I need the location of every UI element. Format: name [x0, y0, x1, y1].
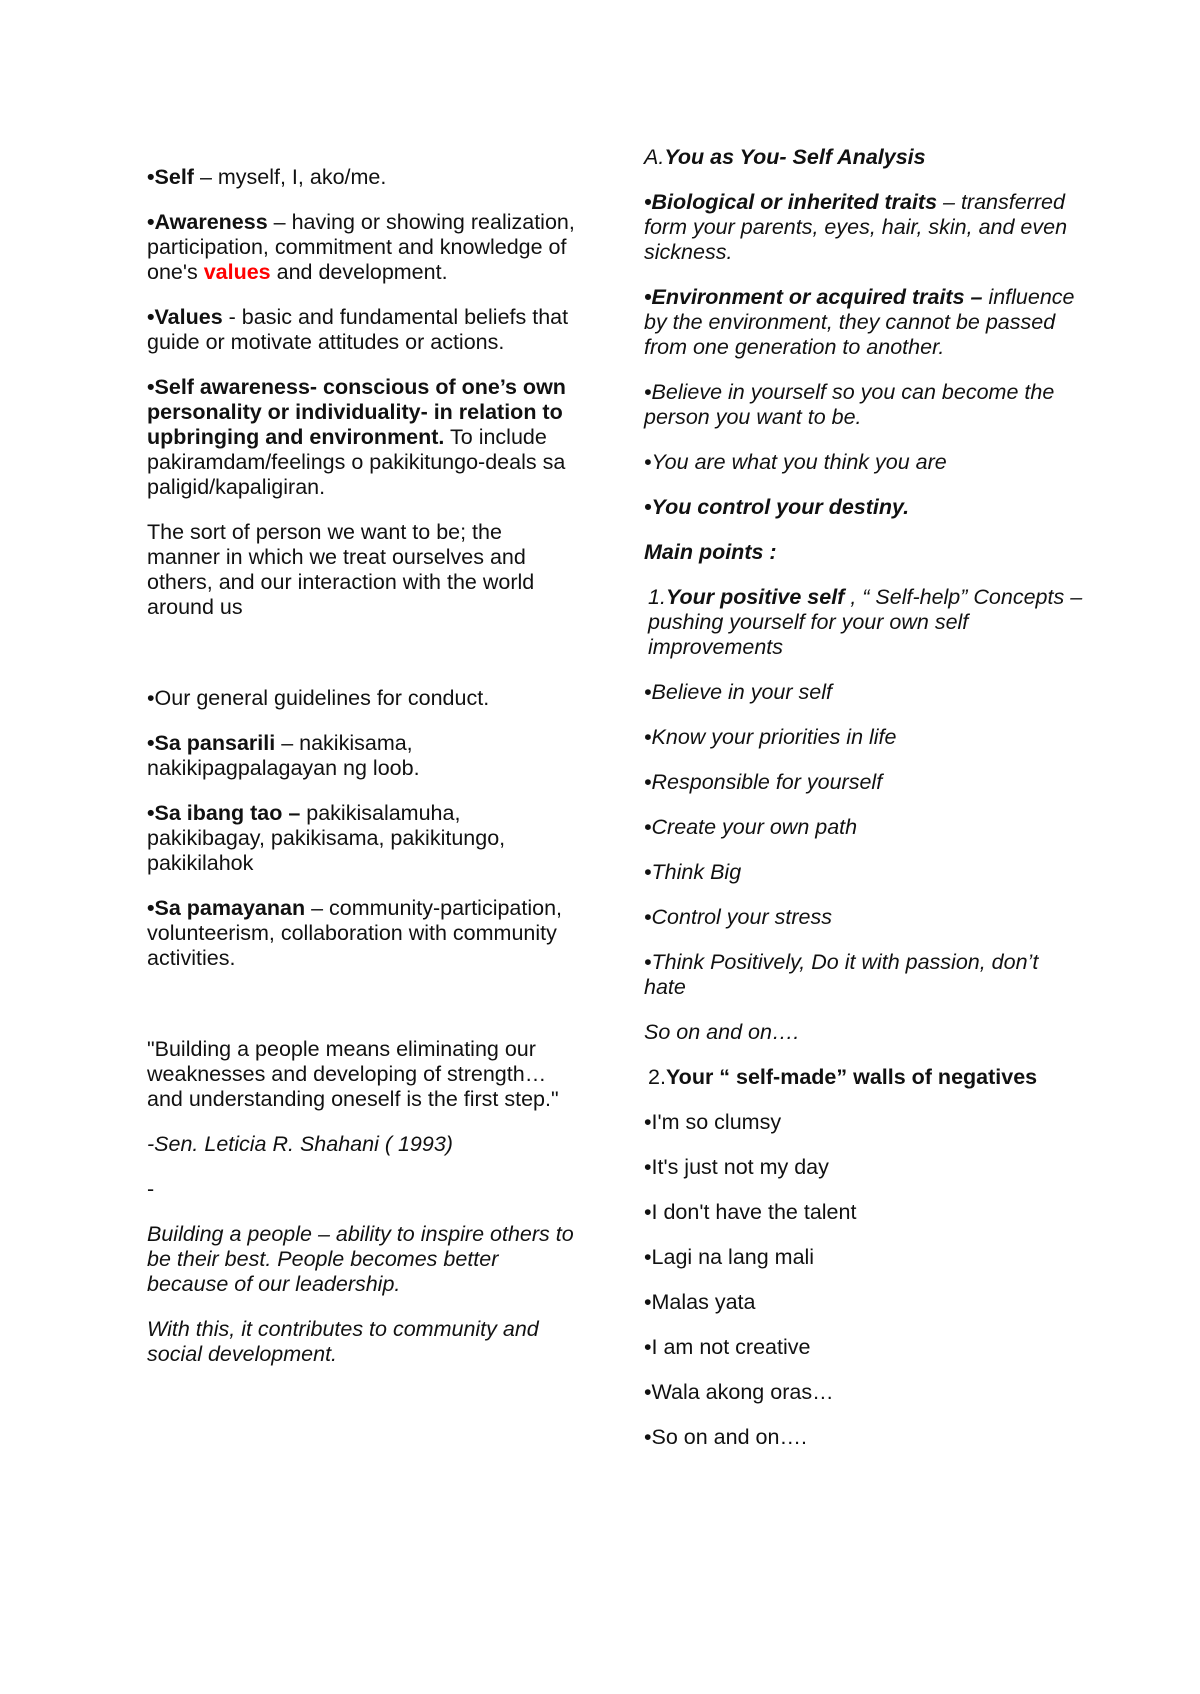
- sa-pamayanan-definition: •Sa pamayanan – community-participation, volunteerism, collaboration with community activities.: [147, 896, 563, 970]
- guidelines-paragraph: •Our general guidelines for conduct.: [147, 686, 490, 710]
- list-item: •Know your priorities in life: [644, 725, 897, 749]
- sa-ibang-tao-definition: •Sa ibang tao – pakikisalamuha, pakikibagay, pakikisama, pakikitungo, pakikilahok: [147, 801, 506, 875]
- environment-traits: •Environment or acquired traits – influence by the environment, they cannot be passed from one generation to another.: [644, 285, 1075, 359]
- sort-of-person-paragraph: The sort of person we want to be; the manner in which we treat ourselves and others, and our interaction with the world around us: [147, 520, 535, 619]
- you-are-paragraph: •You are what you think you are: [644, 450, 947, 474]
- list-item: •I am not creative: [644, 1335, 811, 1359]
- biological-traits: •Biological or inherited traits – transferred form your parents, eyes, hair, skin, and even sickness.: [644, 190, 1068, 264]
- values-definition: •Values - basic and fundamental beliefs that guide or motivate attitudes or actions.: [147, 305, 569, 354]
- list-item: So on and on….: [644, 1020, 800, 1044]
- self-definition: •Self – myself, I, ako/me.: [147, 165, 387, 189]
- list-item: •Wala akong oras…: [644, 1380, 834, 1404]
- list-item: •Think Big: [644, 860, 742, 884]
- list-item: •Believe in your self: [644, 680, 832, 704]
- list-item: •Control your stress: [644, 905, 832, 929]
- dash-line: -: [147, 1177, 155, 1201]
- right-column: [644, 145, 1084, 1470]
- believe-paragraph: •Believe in yourself so you can become the person you want to be.: [644, 380, 1055, 429]
- contributes-paragraph: With this, it contributes to community and social development.: [147, 1317, 539, 1366]
- list-item: •Think Positively, Do it with passion, don’t hate: [644, 950, 1039, 999]
- awareness-definition: •Awareness – having or showing realization, participation, commitment and knowledge of one's values and development.: [147, 210, 575, 284]
- main-points-heading: Main points :: [644, 540, 777, 564]
- control-destiny-paragraph: •You control your destiny.: [644, 495, 910, 519]
- section-heading: A.You as You- Self Analysis: [644, 145, 926, 169]
- sa-pansarili-definition: •Sa pansarili – nakikisama, nakikipagpalagayan ng loob.: [147, 731, 420, 780]
- list-item: •It's just not my day: [644, 1155, 829, 1179]
- point-2: 2.Your “ self-made” walls of negatives: [648, 1065, 1038, 1089]
- list-item: •Lagi na lang mali: [644, 1245, 815, 1269]
- point-1: 1.Your positive self , “ Self-help” Concepts – pushing yourself for your own self improvements: [648, 585, 1083, 659]
- self-awareness-definition: •Self awareness- conscious of one’s own personality or individuality- in relation to upbringing and environment. To include pakiramdam/feelings o pakikitungo-deals sa paligid/kapaligiran.: [147, 375, 566, 499]
- list-item: •So on and on….: [644, 1425, 807, 1449]
- left-column: [147, 165, 577, 1387]
- values-highlight: values: [203, 260, 271, 284]
- list-item: •I'm so clumsy: [644, 1110, 782, 1134]
- building-people-paragraph: Building a people – ability to inspire others to be their best. People becomes better because of our leadership.: [147, 1222, 574, 1296]
- list-item: •Create your own path: [644, 815, 858, 839]
- list-item: •Malas yata: [644, 1290, 756, 1314]
- list-item: •Responsible for yourself: [644, 770, 883, 794]
- list-item: •I don't have the talent: [644, 1200, 857, 1224]
- shahani-quote: "Building a people means eliminating our weaknesses and developing of strength… and understanding oneself is the first step.": [147, 1037, 559, 1111]
- quote-author: -Sen. Leticia R. Shahani ( 1993): [147, 1132, 453, 1156]
